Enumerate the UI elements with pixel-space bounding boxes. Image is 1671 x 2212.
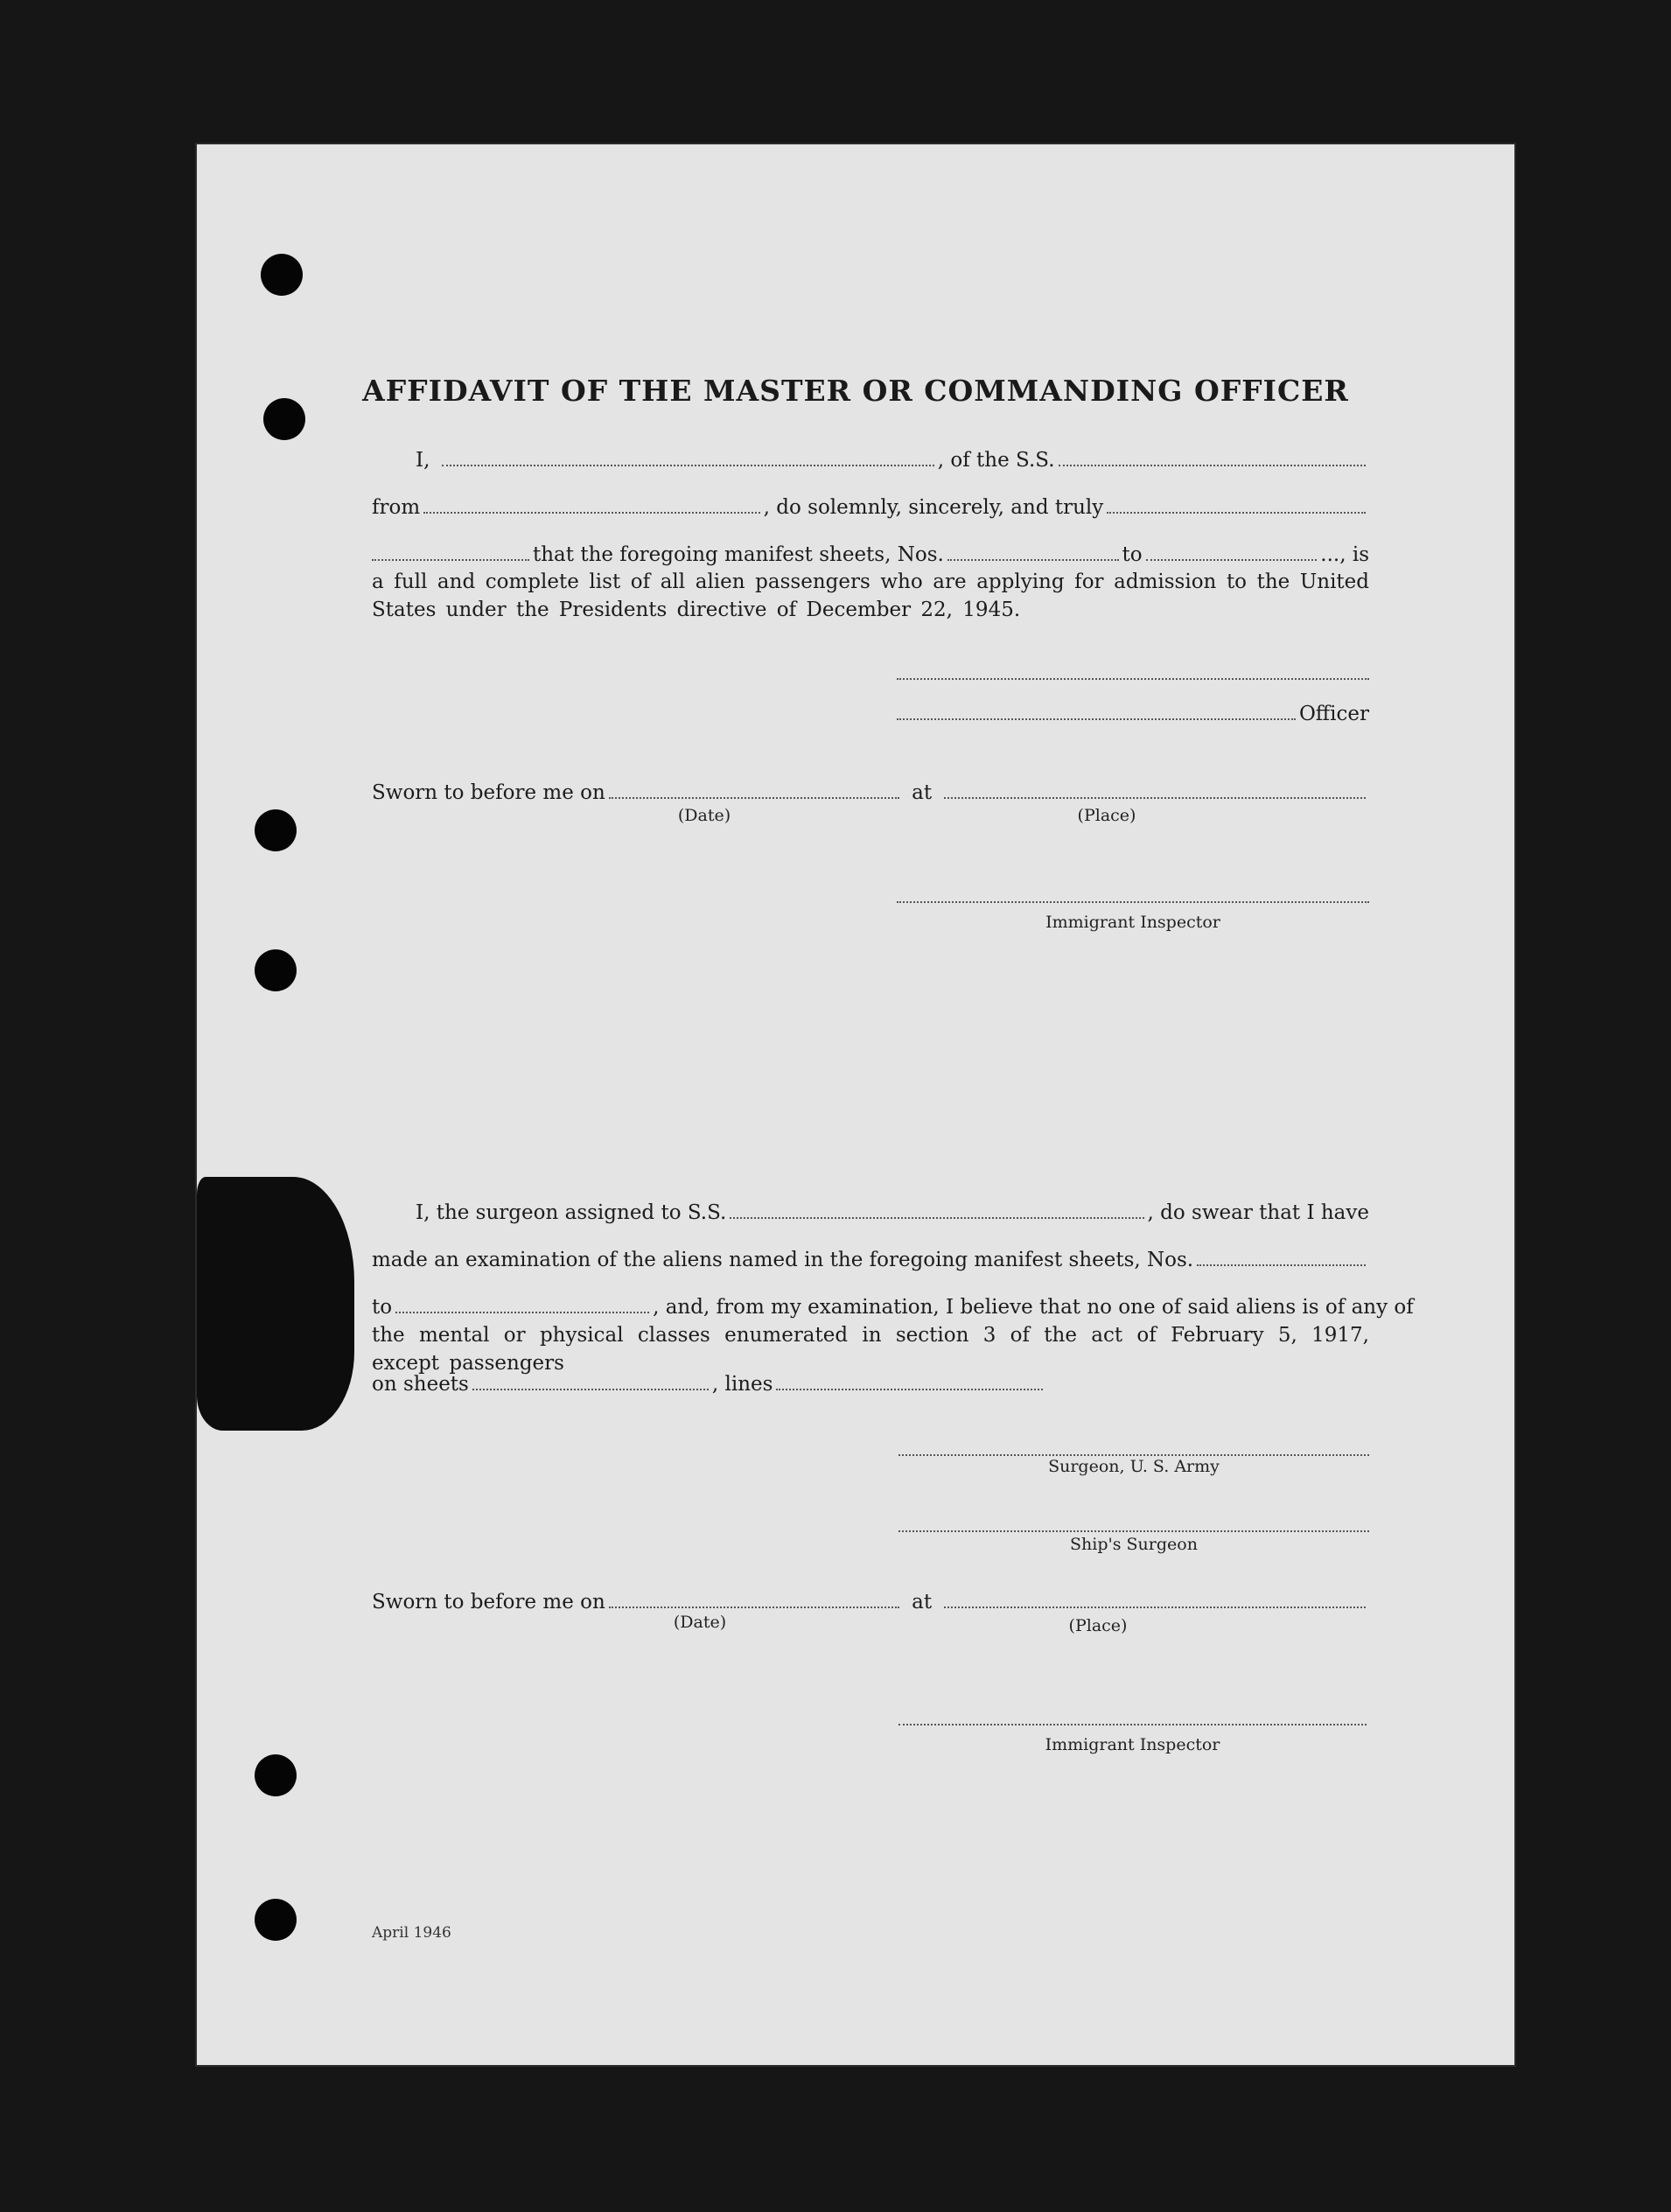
sworn-at-2: at xyxy=(912,1591,933,1614)
master-signature-line[interactable] xyxy=(897,678,1369,680)
oath-word-field[interactable] xyxy=(372,559,529,561)
army-surgeon-signature-line[interactable] xyxy=(898,1454,1369,1456)
inspector-caption-1: Immigrant Inspector xyxy=(1045,913,1220,932)
from-port-field[interactable] xyxy=(423,512,759,514)
master-line-2-text-a: from xyxy=(372,496,421,519)
date-caption-2: (Date) xyxy=(673,1613,727,1632)
master-declaration: a full and complete list of all alien passengers who are applying for admission to the United States under the Presidents directive of December 22, 1945. xyxy=(372,570,1369,621)
punch-hole xyxy=(255,1899,297,1941)
sworn-place-field-2[interactable] xyxy=(944,1606,1366,1608)
except-lines-field[interactable] xyxy=(776,1389,1043,1390)
sworn-line-1 xyxy=(372,774,1369,804)
officer-line xyxy=(897,696,1369,725)
surgeon-line-2 xyxy=(372,1242,1369,1271)
date-caption-1: (Date) xyxy=(677,806,731,825)
master-line-2-text-b: , do solemnly, sincerely, and truly xyxy=(763,496,1104,519)
surgeon-line-5 xyxy=(372,1366,1369,1396)
surgeon-line-1-text-b: , do swear that I have xyxy=(1147,1201,1369,1224)
master-name-field[interactable] xyxy=(442,465,933,466)
master-line-1 xyxy=(372,442,1369,472)
sworn-at-1: at xyxy=(912,781,933,804)
punch-hole xyxy=(261,254,303,296)
master-line-3-text-a: that the foregoing manifest sheets, Nos. xyxy=(533,543,944,566)
army-surgeon-caption: Surgeon, U. S. Army xyxy=(1048,1457,1220,1476)
ship-name-field[interactable] xyxy=(1059,465,1366,466)
sworn-line-2 xyxy=(372,1584,1369,1614)
inspector-caption-2: Immigrant Inspector xyxy=(1045,1735,1220,1754)
sworn-place-field-1[interactable] xyxy=(944,797,1366,799)
place-caption-1: (Place) xyxy=(1077,806,1136,825)
surgeon-line-1-text-a: I, the surgeon assigned to S.S. xyxy=(416,1201,727,1224)
surgeon-line-3-text-b: , and, from my examination, I believe that no one of said aliens is of any of xyxy=(653,1296,1414,1319)
except-sheets-field[interactable] xyxy=(472,1389,709,1390)
surgeon-sheet-from-field[interactable] xyxy=(1197,1264,1366,1266)
punch-hole xyxy=(255,809,297,851)
sworn-label-1: Sworn to before me on xyxy=(372,781,605,804)
master-line-3-text-c: ..., is xyxy=(1320,543,1369,566)
master-line-2 xyxy=(372,489,1369,519)
surgeon-line-2-text: made an examination of the aliens named in the foregoing manifest sheets, Nos. xyxy=(372,1249,1194,1271)
surgeon-line-5-text-b: , lines xyxy=(711,1373,773,1396)
surgeon-line-3 xyxy=(372,1289,1414,1319)
surgeon-declaration: the mental or physical classes enumerated in section 3 of the act of February 5, 1917, except passengers xyxy=(372,1324,1369,1375)
master-line-1-text-a: I, xyxy=(416,449,430,472)
sworn-label-2: Sworn to before me on xyxy=(372,1591,605,1614)
inspector-signature-line-1[interactable] xyxy=(897,901,1369,903)
inspector-signature-line-2[interactable] xyxy=(898,1724,1367,1726)
form-page xyxy=(197,144,1514,2065)
form-date-footer: April 1946 xyxy=(372,1924,451,1942)
torn-damage xyxy=(197,1177,354,1431)
page-title: AFFIDAVIT OF THE MASTER OR COMMANDING OFFICER xyxy=(362,374,1349,408)
surgeon-ship-field[interactable] xyxy=(730,1217,1143,1219)
oath-type-field[interactable] xyxy=(1107,512,1366,514)
punch-hole xyxy=(255,1754,297,1796)
sheet-from-field[interactable] xyxy=(947,559,1119,561)
surgeon-sheet-to-field[interactable] xyxy=(395,1312,649,1313)
sworn-date-field-1[interactable] xyxy=(609,797,899,799)
ship-surgeon-signature-line[interactable] xyxy=(898,1530,1369,1532)
sheet-to-field[interactable] xyxy=(1146,559,1318,561)
master-line-3 xyxy=(372,536,1369,566)
surgeon-line-1 xyxy=(372,1194,1369,1224)
ship-surgeon-caption: Ship's Surgeon xyxy=(1070,1535,1198,1554)
officer-label: Officer xyxy=(1298,703,1369,725)
surgeon-line-3-text-a: to xyxy=(372,1296,393,1319)
surgeon-line-5-text-a: on sheets xyxy=(372,1373,469,1396)
master-line-3-text-b: to xyxy=(1122,543,1143,566)
punch-hole xyxy=(255,949,297,991)
officer-signature-field[interactable] xyxy=(897,718,1296,720)
master-line-1-text-b: , of the S.S. xyxy=(937,449,1055,472)
place-caption-2: (Place) xyxy=(1068,1616,1128,1635)
sworn-date-field-2[interactable] xyxy=(609,1606,899,1608)
